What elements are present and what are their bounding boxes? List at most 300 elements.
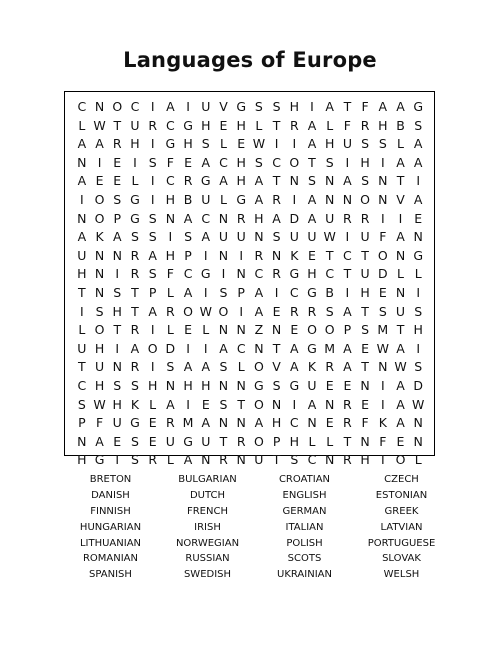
grid-cell[interactable]: E xyxy=(290,322,299,338)
grid-cell[interactable]: G xyxy=(236,99,247,114)
grid-cell[interactable]: E xyxy=(361,340,370,356)
grid-cell[interactable]: H xyxy=(183,136,193,152)
grid-cell[interactable]: N xyxy=(271,322,282,338)
grid-cell[interactable]: L xyxy=(326,433,334,449)
grid-cell[interactable]: H xyxy=(77,266,87,282)
grid-cell[interactable]: I xyxy=(115,452,120,468)
grid-cell[interactable]: N xyxy=(165,210,176,226)
grid-cell[interactable]: I xyxy=(115,266,120,282)
grid-cell[interactable]: S xyxy=(325,303,334,319)
grid-cell[interactable]: L xyxy=(414,452,422,468)
grid-cell[interactable]: A xyxy=(307,136,317,152)
grid-cell[interactable]: E xyxy=(201,396,210,412)
grid-cell[interactable]: O xyxy=(360,191,371,207)
grid-cell[interactable]: A xyxy=(201,229,211,245)
grid-cell[interactable]: H xyxy=(360,154,370,170)
grid-cell[interactable]: L xyxy=(131,173,139,189)
grid-cell[interactable]: H xyxy=(289,99,299,114)
grid-cell[interactable]: I xyxy=(186,340,190,356)
grid-cell[interactable]: T xyxy=(113,322,122,338)
grid-cell[interactable]: A xyxy=(112,229,122,245)
grid-cell[interactable]: M xyxy=(377,322,389,338)
grid-cell[interactable]: E xyxy=(325,377,334,393)
grid-cell[interactable]: O xyxy=(253,359,264,375)
grid-cell[interactable]: O xyxy=(147,340,158,356)
grid-cell[interactable]: R xyxy=(166,303,175,319)
grid-cell[interactable]: A xyxy=(307,396,317,412)
grid-cell[interactable]: H xyxy=(183,377,193,393)
grid-cell[interactable]: R xyxy=(166,415,175,431)
grid-cell[interactable]: B xyxy=(396,117,405,133)
grid-cell[interactable]: G xyxy=(94,452,105,468)
grid-cell[interactable]: A xyxy=(396,229,405,245)
grid-cell[interactable]: I xyxy=(274,136,279,152)
grid-cell[interactable]: H xyxy=(236,173,246,189)
grid-cell[interactable]: N xyxy=(413,415,423,431)
grid-cell[interactable]: W xyxy=(199,303,212,319)
grid-cell[interactable]: N xyxy=(254,340,264,356)
grid-cell[interactable]: T xyxy=(361,303,369,319)
grid-cell[interactable]: E xyxy=(396,433,405,449)
grid-cell[interactable]: I xyxy=(380,452,385,468)
grid-cell[interactable]: E xyxy=(343,377,352,393)
grid-cell[interactable]: G xyxy=(130,191,140,207)
grid-cell[interactable]: O xyxy=(395,452,406,468)
grid-cell[interactable]: L xyxy=(397,136,404,152)
grid-cell[interactable]: A xyxy=(166,99,175,114)
grid-cell[interactable]: F xyxy=(166,154,174,170)
grid-cell[interactable]: A xyxy=(272,210,281,226)
grid-cell[interactable]: A xyxy=(95,136,104,152)
grid-cell[interactable]: N xyxy=(94,247,105,263)
grid-cell[interactable]: S xyxy=(361,136,370,152)
grid-cell[interactable]: K xyxy=(378,415,387,431)
grid-cell[interactable]: S xyxy=(219,359,228,375)
grid-cell[interactable]: H xyxy=(360,452,370,468)
grid-cell[interactable]: T xyxy=(272,452,281,468)
grid-cell[interactable]: T xyxy=(237,396,245,412)
grid-cell[interactable]: R xyxy=(236,433,246,449)
grid-cell[interactable]: O xyxy=(112,99,123,114)
grid-cell[interactable]: H xyxy=(77,452,87,468)
grid-cell[interactable]: S xyxy=(201,136,210,152)
grid-cell[interactable]: N xyxy=(342,191,353,207)
grid-cell[interactable]: U xyxy=(94,359,105,375)
grid-cell[interactable]: S xyxy=(254,154,263,170)
grid-cell[interactable]: O xyxy=(324,322,335,338)
grid-cell[interactable]: I xyxy=(150,99,155,114)
grid-cell[interactable]: D xyxy=(289,210,300,226)
grid-cell[interactable]: V xyxy=(219,99,228,114)
grid-cell[interactable]: L xyxy=(149,396,157,412)
grid-cell[interactable]: P xyxy=(343,322,352,338)
grid-cell[interactable]: U xyxy=(307,377,317,393)
grid-cell[interactable]: R xyxy=(343,396,352,412)
grid-cell[interactable]: G xyxy=(130,210,140,226)
grid-cell[interactable]: A xyxy=(396,99,405,114)
grid-cell[interactable]: G xyxy=(289,377,300,393)
grid-cell[interactable]: C xyxy=(289,284,299,300)
grid-cell[interactable]: T xyxy=(113,117,122,133)
grid-cell[interactable]: N xyxy=(77,210,87,226)
grid-cell[interactable]: C xyxy=(254,266,264,282)
grid-cell[interactable]: I xyxy=(150,136,155,152)
grid-cell[interactable]: I xyxy=(239,247,244,263)
grid-cell[interactable]: E xyxy=(184,154,193,170)
grid-cell[interactable]: R xyxy=(289,117,299,133)
grid-cell[interactable]: D xyxy=(413,377,424,393)
grid-cell[interactable]: T xyxy=(78,359,86,375)
grid-cell[interactable]: U xyxy=(130,117,140,133)
grid-cell[interactable]: I xyxy=(80,303,84,319)
grid-cell[interactable]: R xyxy=(130,322,140,338)
grid-cell[interactable]: L xyxy=(219,191,227,207)
grid-cell[interactable]: N xyxy=(236,415,246,431)
grid-cell[interactable]: E xyxy=(184,322,193,338)
grid-cell[interactable]: W xyxy=(93,396,106,412)
grid-cell[interactable]: E xyxy=(237,136,246,152)
grid-cell[interactable]: S xyxy=(272,377,281,393)
grid-cell[interactable]: H xyxy=(236,117,246,133)
grid-cell[interactable]: K xyxy=(290,247,299,263)
grid-cell[interactable]: H xyxy=(94,377,105,393)
grid-cell[interactable]: T xyxy=(219,433,228,449)
grid-cell[interactable]: F xyxy=(379,433,387,449)
grid-cell[interactable]: W xyxy=(394,359,407,375)
grid-cell[interactable]: I xyxy=(345,229,350,245)
grid-cell[interactable]: O xyxy=(94,191,105,207)
grid-cell[interactable]: A xyxy=(254,173,264,189)
grid-cell[interactable]: R xyxy=(130,359,140,375)
grid-cell[interactable]: C xyxy=(166,117,175,133)
grid-cell[interactable]: C xyxy=(307,452,317,468)
grid-cell[interactable]: I xyxy=(416,340,421,356)
grid-cell[interactable]: S xyxy=(414,117,423,133)
grid-cell[interactable]: C xyxy=(219,154,228,170)
grid-cell[interactable]: A xyxy=(254,284,264,300)
grid-cell[interactable]: S xyxy=(130,377,139,393)
grid-cell[interactable]: T xyxy=(78,284,86,300)
grid-cell[interactable]: R xyxy=(360,117,370,133)
grid-cell[interactable]: N xyxy=(112,359,122,375)
grid-cell[interactable]: F xyxy=(166,266,174,282)
grid-cell[interactable]: A xyxy=(343,340,352,356)
grid-cell[interactable]: S xyxy=(325,154,334,170)
grid-cell[interactable]: L xyxy=(414,266,422,282)
grid-cell[interactable]: A xyxy=(396,340,405,356)
grid-cell[interactable]: A xyxy=(148,303,157,319)
grid-cell[interactable]: O xyxy=(253,433,264,449)
grid-cell[interactable]: N xyxy=(218,322,229,338)
grid-cell[interactable]: P xyxy=(272,433,281,449)
grid-cell[interactable]: A xyxy=(201,154,211,170)
grid-cell[interactable]: R xyxy=(130,266,140,282)
grid-cell[interactable]: H xyxy=(324,136,335,152)
grid-cell[interactable]: S xyxy=(130,229,139,245)
grid-cell[interactable]: I xyxy=(186,396,190,412)
grid-cell[interactable]: N xyxy=(94,99,105,114)
grid-cell[interactable]: E xyxy=(219,117,228,133)
grid-cell[interactable]: E xyxy=(325,415,334,431)
grid-cell[interactable]: A xyxy=(396,415,405,431)
grid-cell[interactable]: T xyxy=(325,247,334,263)
grid-cell[interactable]: U xyxy=(360,266,370,282)
grid-cell[interactable]: F xyxy=(361,415,369,431)
grid-cell[interactable]: N xyxy=(112,247,122,263)
grid-cell[interactable]: I xyxy=(274,284,279,300)
grid-cell[interactable]: S xyxy=(414,359,423,375)
grid-cell[interactable]: N xyxy=(77,154,87,170)
grid-cell[interactable]: E xyxy=(113,173,122,189)
grid-cell[interactable]: L xyxy=(166,452,174,468)
grid-cell[interactable]: L xyxy=(166,322,174,338)
grid-cell[interactable]: P xyxy=(78,415,86,431)
grid-cell[interactable]: U xyxy=(307,229,317,245)
grid-cell[interactable]: N xyxy=(271,247,282,263)
grid-cell[interactable]: C xyxy=(183,266,193,282)
grid-cell[interactable]: T xyxy=(361,247,369,263)
grid-cell[interactable]: I xyxy=(345,154,350,170)
grid-cell[interactable]: A xyxy=(77,229,87,245)
grid-cell[interactable]: W xyxy=(252,136,266,152)
grid-cell[interactable]: I xyxy=(150,191,155,207)
grid-cell[interactable]: S xyxy=(184,229,193,245)
grid-cell[interactable]: I xyxy=(380,396,385,412)
grid-cell[interactable]: U xyxy=(201,191,211,207)
grid-cell[interactable]: S xyxy=(272,229,281,245)
grid-cell[interactable]: S xyxy=(166,359,175,375)
grid-cell[interactable]: A xyxy=(413,191,423,207)
grid-cell[interactable]: I xyxy=(97,154,102,170)
grid-cell[interactable]: A xyxy=(396,377,405,393)
grid-cell[interactable]: N xyxy=(165,377,176,393)
grid-cell[interactable]: T xyxy=(308,154,316,170)
grid-cell[interactable]: A xyxy=(307,210,317,226)
grid-cell[interactable]: R xyxy=(360,210,370,226)
grid-cell[interactable]: A xyxy=(201,415,211,431)
grid-cell[interactable]: H xyxy=(112,303,122,319)
grid-cell[interactable]: R xyxy=(148,117,157,133)
grid-cell[interactable]: O xyxy=(94,322,105,338)
grid-cell[interactable]: L xyxy=(166,284,174,300)
grid-cell[interactable]: A xyxy=(130,340,140,356)
grid-cell[interactable]: L xyxy=(326,117,334,133)
grid-cell[interactable]: I xyxy=(416,173,421,189)
grid-cell[interactable]: A xyxy=(378,99,388,114)
grid-cell[interactable]: L xyxy=(255,117,263,133)
grid-cell[interactable]: C xyxy=(236,340,246,356)
grid-cell[interactable]: U xyxy=(395,303,406,319)
grid-cell[interactable]: A xyxy=(183,284,193,300)
grid-cell[interactable]: A xyxy=(290,340,299,356)
grid-cell[interactable]: U xyxy=(325,210,335,226)
grid-cell[interactable]: S xyxy=(148,154,157,170)
grid-cell[interactable]: W xyxy=(93,117,106,133)
grid-cell[interactable]: N xyxy=(395,247,406,263)
grid-cell[interactable]: V xyxy=(272,359,281,375)
grid-cell[interactable]: U xyxy=(165,433,175,449)
grid-cell[interactable]: I xyxy=(239,303,244,319)
grid-cell[interactable]: U xyxy=(289,229,299,245)
grid-cell[interactable]: A xyxy=(396,154,405,170)
grid-cell[interactable]: A xyxy=(343,359,352,375)
grid-cell[interactable]: P xyxy=(148,284,157,300)
grid-cell[interactable]: A xyxy=(201,359,211,375)
grid-cell[interactable]: L xyxy=(78,117,86,133)
grid-cell[interactable]: U xyxy=(112,415,122,431)
grid-cell[interactable]: T xyxy=(343,99,352,114)
grid-cell[interactable]: R xyxy=(219,452,228,468)
grid-cell[interactable]: R xyxy=(343,415,352,431)
grid-cell[interactable]: S xyxy=(130,452,139,468)
grid-cell[interactable]: M xyxy=(182,415,194,431)
grid-cell[interactable]: A xyxy=(307,117,317,133)
grid-cell[interactable]: O xyxy=(377,247,388,263)
grid-cell[interactable]: C xyxy=(77,377,87,393)
grid-cell[interactable]: I xyxy=(150,359,155,375)
grid-cell[interactable]: N xyxy=(413,433,423,449)
grid-cell[interactable]: S xyxy=(113,284,122,300)
grid-cell[interactable]: C xyxy=(343,247,352,263)
grid-cell[interactable]: R xyxy=(272,266,281,282)
grid-cell[interactable]: S xyxy=(290,452,299,468)
grid-cell[interactable]: K xyxy=(130,396,140,412)
grid-cell[interactable]: A xyxy=(183,210,193,226)
grid-cell[interactable]: E xyxy=(361,396,370,412)
grid-cell[interactable]: R xyxy=(130,247,140,263)
grid-cell[interactable]: H xyxy=(130,136,140,152)
grid-cell[interactable]: I xyxy=(203,340,208,356)
grid-cell[interactable]: C xyxy=(130,99,140,114)
grid-cell[interactable]: A xyxy=(95,433,104,449)
grid-cell[interactable]: U xyxy=(254,452,264,468)
grid-cell[interactable]: T xyxy=(272,340,281,356)
grid-cell[interactable]: H xyxy=(307,266,317,282)
grid-cell[interactable]: T xyxy=(396,322,405,338)
grid-cell[interactable]: F xyxy=(95,415,104,431)
grid-cell[interactable]: S xyxy=(254,99,263,114)
grid-cell[interactable]: A xyxy=(254,415,264,431)
grid-cell[interactable]: C xyxy=(166,173,175,189)
grid-cell[interactable]: S xyxy=(414,303,423,319)
grid-cell[interactable]: A xyxy=(148,247,157,263)
grid-cell[interactable]: N xyxy=(413,229,423,245)
grid-cell[interactable]: N xyxy=(236,452,246,468)
grid-cell[interactable]: H xyxy=(201,377,211,393)
grid-cell[interactable]: T xyxy=(272,117,281,133)
grid-cell[interactable]: N xyxy=(201,452,211,468)
grid-cell[interactable]: K xyxy=(95,229,104,245)
grid-cell[interactable]: A xyxy=(396,396,405,412)
grid-cell[interactable]: U xyxy=(201,433,211,449)
grid-cell[interactable]: H xyxy=(112,396,122,412)
grid-cell[interactable]: N xyxy=(94,266,105,282)
grid-cell[interactable]: A xyxy=(343,173,352,189)
grid-cell[interactable]: G xyxy=(236,191,247,207)
grid-cell[interactable]: I xyxy=(186,99,190,114)
grid-cell[interactable]: N xyxy=(289,173,299,189)
grid-cell[interactable]: N xyxy=(236,377,246,393)
grid-cell[interactable]: O xyxy=(253,396,264,412)
grid-cell[interactable]: V xyxy=(396,191,405,207)
grid-cell[interactable]: H xyxy=(413,322,423,338)
grid-cell[interactable]: R xyxy=(289,303,299,319)
grid-cell[interactable]: H xyxy=(201,117,211,133)
grid-cell[interactable]: G xyxy=(130,415,140,431)
grid-cell[interactable]: I xyxy=(150,173,155,189)
grid-cell[interactable]: I xyxy=(398,210,403,226)
grid-cell[interactable]: W xyxy=(376,340,389,356)
grid-cell[interactable]: R xyxy=(343,452,352,468)
grid-cell[interactable]: T xyxy=(131,303,139,319)
grid-cell[interactable]: N xyxy=(325,191,335,207)
grid-cell[interactable]: N xyxy=(77,433,87,449)
grid-cell[interactable]: H xyxy=(271,415,282,431)
grid-cell[interactable]: F xyxy=(361,99,369,114)
grid-cell[interactable]: U xyxy=(218,229,229,245)
grid-cell[interactable]: P xyxy=(113,210,122,226)
grid-cell[interactable]: K xyxy=(307,359,317,375)
grid-cell[interactable]: A xyxy=(77,173,87,189)
grid-cell[interactable]: I xyxy=(380,154,385,170)
grid-cell[interactable]: N xyxy=(218,377,229,393)
grid-cell[interactable]: R xyxy=(183,173,193,189)
grid-cell[interactable]: N xyxy=(271,396,282,412)
grid-cell[interactable]: G xyxy=(200,266,211,282)
grid-cell[interactable]: N xyxy=(307,415,317,431)
grid-cell[interactable]: A xyxy=(325,99,334,114)
grid-cell[interactable]: F xyxy=(343,117,351,133)
grid-cell[interactable]: E xyxy=(148,415,157,431)
grid-cell[interactable]: S xyxy=(113,191,122,207)
grid-cell[interactable]: N xyxy=(94,284,105,300)
grid-cell[interactable]: S xyxy=(308,173,316,189)
grid-cell[interactable]: O xyxy=(307,322,317,338)
grid-cell[interactable]: R xyxy=(325,359,335,375)
grid-cell[interactable]: E xyxy=(308,247,316,263)
grid-cell[interactable]: P xyxy=(184,247,192,263)
grid-cell[interactable]: L xyxy=(237,359,245,375)
grid-cell[interactable]: E xyxy=(414,210,423,226)
grid-cell[interactable]: U xyxy=(236,229,246,245)
grid-cell[interactable]: C xyxy=(289,415,299,431)
grid-cell[interactable]: B xyxy=(183,191,193,207)
grid-cell[interactable]: I xyxy=(310,99,314,114)
grid-cell[interactable]: U xyxy=(77,247,87,263)
grid-cell[interactable]: S xyxy=(272,99,281,114)
grid-cell[interactable]: N xyxy=(236,322,246,338)
grid-cell[interactable]: F xyxy=(379,229,387,245)
grid-cell[interactable]: I xyxy=(292,136,297,152)
grid-cell[interactable]: U xyxy=(201,99,211,114)
grid-cell[interactable]: H xyxy=(360,284,370,300)
grid-cell[interactable]: N xyxy=(360,377,370,393)
grid-cell[interactable]: N xyxy=(325,452,335,468)
grid-cell[interactable]: N xyxy=(254,229,264,245)
grid-cell[interactable]: O xyxy=(289,154,300,170)
grid-cell[interactable]: N xyxy=(325,173,335,189)
grid-cell[interactable]: S xyxy=(113,377,122,393)
grid-cell[interactable]: R xyxy=(254,247,264,263)
grid-cell[interactable]: R xyxy=(307,303,317,319)
grid-cell[interactable]: H xyxy=(378,117,388,133)
grid-cell[interactable]: S xyxy=(148,229,157,245)
grid-cell[interactable]: P xyxy=(237,284,245,300)
grid-cell[interactable]: H xyxy=(236,154,246,170)
grid-cell[interactable]: N xyxy=(218,210,229,226)
grid-cell[interactable]: N xyxy=(378,359,388,375)
grid-cell[interactable]: S xyxy=(378,136,387,152)
